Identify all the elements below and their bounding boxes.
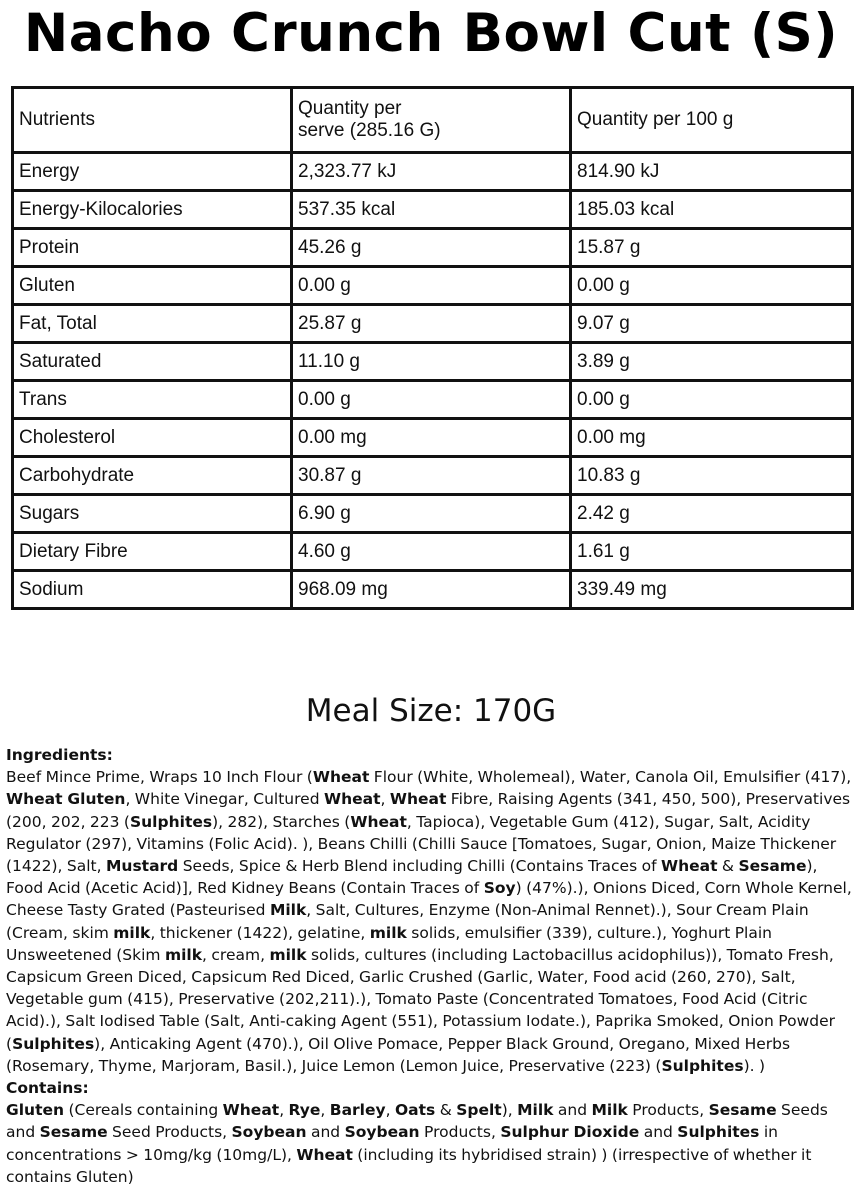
- cell-nutrient: Trans: [13, 381, 292, 419]
- text-segment: ). ): [743, 1056, 766, 1075]
- allergen-text: Sulphites: [661, 1056, 744, 1075]
- text-segment: in concentrations > 10mg/kg (10mg/L),: [6, 1123, 778, 1164]
- text-segment: and: [306, 1123, 345, 1142]
- allergen-text: Wheat: [312, 768, 370, 787]
- allergen-text: Soybean: [231, 1123, 307, 1142]
- cell-per-100g: 10.83 g: [571, 457, 853, 495]
- allergen-text: Sulphites: [129, 812, 213, 831]
- ingredients-section: [6, 744, 858, 1188]
- allergen-text: Wheat: [660, 857, 718, 876]
- text-segment: ,: [320, 1101, 330, 1120]
- allergen-text: Sesame: [39, 1123, 108, 1142]
- cell-per-100g: 3.89 g: [571, 343, 853, 381]
- table-row: [13, 343, 853, 381]
- allergen-text: Gluten: [6, 1101, 65, 1120]
- cell-per-serve: 25.87 g: [292, 305, 571, 343]
- cell-nutrient: Dietary Fibre: [13, 533, 292, 571]
- text-segment: and: [553, 1101, 592, 1120]
- cell-per-serve: 537.35 kcal: [292, 191, 571, 229]
- text-segment: Flour (White, Wholemeal), Water, Canola Oil, Emulsifier (417),: [369, 768, 852, 787]
- cell-nutrient: Carbohydrate: [13, 457, 292, 495]
- header-per-serve: [292, 88, 571, 153]
- text-segment: , Salt, Cultures, Enzyme (Non-Animal Rennet).), Sour Cream Plain (Cream, skim: [6, 901, 809, 942]
- cell-per-100g: 1.61 g: [571, 533, 853, 571]
- cell-per-100g: 9.07 g: [571, 305, 853, 343]
- cell-per-serve: 0.00 g: [292, 267, 571, 305]
- cell-per-100g: 0.00 g: [571, 267, 853, 305]
- ingredients-heading: Ingredients:: [6, 746, 113, 764]
- allergen-text: Barley: [329, 1101, 386, 1120]
- allergen-text: Milk: [591, 1101, 628, 1120]
- text-segment: ), Food Acid (Acetic Acid)], Red Kidney Beans (Contain Traces of: [6, 857, 818, 898]
- cell-nutrient: Fat, Total: [13, 305, 292, 343]
- header-per-serve-line1: Quantity per: [298, 98, 402, 119]
- nutrition-table: [11, 86, 854, 610]
- ingredients-text: [6, 766, 858, 1077]
- text-segment: , cream,: [202, 945, 270, 964]
- contains-text: [6, 1099, 858, 1188]
- allergen-text: Wheat: [323, 790, 381, 809]
- cell-per-100g: 2.42 g: [571, 495, 853, 533]
- cell-per-serve: 0.00 g: [292, 381, 571, 419]
- cell-per-100g: 814.90 kJ: [571, 153, 853, 191]
- text-segment: solids, emulsifier (339), culture.), Yoghurt Plain Unsweetened (Skim: [6, 923, 772, 964]
- allergen-text: milk: [113, 923, 151, 942]
- cell-per-serve: 30.87 g: [292, 457, 571, 495]
- allergen-text: Oats: [394, 1101, 436, 1120]
- cell-nutrient: Energy-Kilocalories: [13, 191, 292, 229]
- text-segment: , Tapioca), Vegetable Gum (412), Sugar, Salt, Acidity Regulator (297), Vitamins (Folic Acid). ), Beans Chilli (Chilli Sauce [Tomatoes, Sugar, Onion, Maize Thickener (1422), Salt,: [6, 812, 837, 876]
- text-segment: Seed Products,: [107, 1123, 232, 1142]
- table-row: [13, 495, 853, 533]
- text-segment: , thickener (1422), gelatine,: [150, 923, 370, 942]
- table-row: [13, 153, 853, 191]
- text-segment: &: [435, 1101, 457, 1120]
- cell-nutrient: Sugars: [13, 495, 292, 533]
- text-segment: and: [639, 1123, 678, 1142]
- table-row: [13, 571, 853, 609]
- allergen-text: Soy: [483, 879, 516, 898]
- table-row: [13, 267, 853, 305]
- allergen-text: Rye: [288, 1101, 321, 1120]
- cell-nutrient: Saturated: [13, 343, 292, 381]
- text-segment: ), 282), Starches (: [212, 812, 351, 831]
- cell-per-100g: 15.87 g: [571, 229, 853, 267]
- allergen-text: Spelt: [456, 1101, 502, 1120]
- header-nutrients: Nutrients: [13, 88, 292, 153]
- cell-per-serve: 2,323.77 kJ: [292, 153, 571, 191]
- cell-per-serve: 4.60 g: [292, 533, 571, 571]
- cell-per-serve: 0.00 mg: [292, 419, 571, 457]
- allergen-text: Wheat: [222, 1101, 280, 1120]
- table-row: [13, 457, 853, 495]
- allergen-text: Wheat: [350, 812, 407, 831]
- cell-per-serve: 45.26 g: [292, 229, 571, 267]
- text-segment: Fibre, Raising Agents (341, 450, 500), Preservatives (200, 202, 223 (: [6, 790, 851, 831]
- cell-per-100g: 0.00 g: [571, 381, 853, 419]
- allergen-text: Sulphites: [12, 1034, 95, 1053]
- table-header-row: [13, 88, 853, 153]
- allergen-text: milk: [164, 945, 203, 964]
- allergen-text: Sulphites: [677, 1123, 760, 1142]
- text-segment: ),: [501, 1101, 518, 1120]
- cell-per-100g: 339.49 mg: [571, 571, 853, 609]
- cell-per-100g: 185.03 kcal: [571, 191, 853, 229]
- contains-heading: Contains:: [6, 1079, 89, 1098]
- cell-per-serve: 6.90 g: [292, 495, 571, 533]
- text-segment: Products,: [419, 1123, 501, 1142]
- header-per-100g: Quantity per 100 g: [571, 88, 853, 153]
- allergen-text: Soybean: [344, 1123, 420, 1142]
- table-row: [13, 305, 853, 343]
- allergen-text: Milk: [269, 901, 307, 920]
- cell-nutrient: Sodium: [13, 571, 292, 609]
- cell-nutrient: Energy: [13, 153, 292, 191]
- cell-nutrient: Cholesterol: [13, 419, 292, 457]
- text-segment: ), Anticaking Agent (470).), Oil Olive Pomace, Pepper Black Ground, Oregano, Mixed Herbs (Rosemary, Thyme, Marjoram, Basil.), Juice Lemon (Lemon Juice, Preservative (223) (: [6, 1034, 791, 1075]
- text-segment: ,: [385, 1101, 395, 1120]
- table-row: [13, 533, 853, 571]
- table-row: [13, 381, 853, 419]
- cell-per-serve: 11.10 g: [292, 343, 571, 381]
- cell-per-100g: 0.00 mg: [571, 419, 853, 457]
- text-segment: , White Vinegar, Cultured: [125, 790, 324, 809]
- allergen-text: Milk: [517, 1101, 554, 1120]
- cell-per-serve: 968.09 mg: [292, 571, 571, 609]
- allergen-text: milk: [369, 923, 407, 942]
- text-segment: Beef Mince Prime, Wraps 10 Inch Flour (: [6, 768, 313, 787]
- text-segment: &: [717, 857, 739, 876]
- text-segment: ,: [279, 1101, 289, 1120]
- text-segment: Seeds, Spice & Herb Blend including Chilli (Contains Traces of: [178, 857, 661, 876]
- text-segment: ) (47%).), Onions Diced, Corn Whole Kernel, Cheese Tasty Grated (Pasteurised: [6, 879, 852, 920]
- text-segment: Products,: [627, 1101, 709, 1120]
- header-per-serve-line2: serve (285.16 G): [298, 120, 441, 141]
- page-title: Nacho Crunch Bowl Cut (S): [23, 3, 839, 64]
- table-row: [13, 191, 853, 229]
- text-segment: solids, cultures (including Lactobacillus acidophilus)), Tomato Fresh, Capsicum Green Diced, Capsicum Red Diced, Garlic Crushed (Garlic, Water, Food acid (260, 270), Salt, Vegetable gum (415), Preservative (202,211).), Tomato Paste (Concentrated Tomatoes, Food Acid (Citric Acid).), Salt Iodised Table (Salt, Anti-caking Agent (551), Potassium Iodate.), Paprika Smoked, Onion Powder (: [6, 945, 835, 1053]
- text-segment: (including its hybridised strain) ) (irrespective of whether it contains Gluten): [6, 1145, 812, 1186]
- meal-size: Meal Size: 170G: [305, 693, 557, 729]
- table-row: [13, 229, 853, 267]
- allergen-text: Wheat: [389, 790, 447, 809]
- cell-nutrient: Gluten: [13, 267, 292, 305]
- allergen-text: Mustard: [105, 857, 179, 876]
- text-segment: ,: [380, 790, 390, 809]
- allergen-text: Sulphur Dioxide: [500, 1123, 640, 1142]
- text-segment: (Cereals containing: [64, 1101, 223, 1120]
- allergen-text: Sesame: [708, 1101, 777, 1120]
- table-row: [13, 419, 853, 457]
- cell-nutrient: Protein: [13, 229, 292, 267]
- allergen-text: Wheat: [296, 1145, 353, 1164]
- text-segment: Seeds and: [6, 1101, 828, 1142]
- allergen-text: Wheat Gluten: [6, 790, 126, 809]
- allergen-text: Sesame: [738, 857, 807, 876]
- allergen-text: milk: [269, 945, 307, 964]
